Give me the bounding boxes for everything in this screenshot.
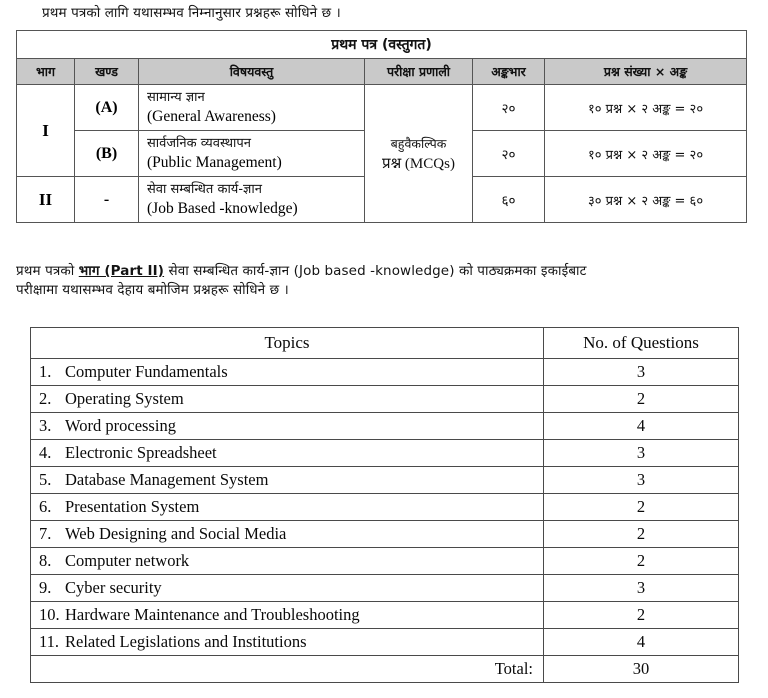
questions-count: 2	[544, 548, 739, 575]
topic-cell	[31, 494, 544, 521]
topic-cell	[31, 413, 544, 440]
column-header-exam-mode: परीक्षा प्रणाली	[365, 59, 473, 85]
table-row	[31, 548, 739, 575]
questions-count: 3	[544, 575, 739, 602]
subject-english: (General Awareness)	[147, 108, 276, 125]
questions-count: 4	[544, 413, 739, 440]
topic-cell	[31, 629, 544, 656]
column-header-section: खण्ड	[75, 59, 139, 85]
questions-count: 4	[544, 629, 739, 656]
exam-mode-nepali: बहुवैकल्पिक	[390, 135, 447, 151]
table-row	[31, 629, 739, 656]
topic-number: 8.	[39, 551, 52, 570]
topic-label: Word processing	[65, 416, 176, 435]
column-header-subject: विषयवस्तु	[139, 59, 365, 85]
topics-table	[30, 327, 739, 683]
part-cell-2: II	[17, 177, 75, 223]
subject-cell-c	[139, 177, 365, 223]
table-row	[17, 85, 747, 131]
subject-nepali: सार्वजनिक व्यवस्थापन	[147, 136, 252, 151]
questions-count: 2	[544, 386, 739, 413]
column-header-question-marks: प्रश्न संख्या × अङ्क	[545, 59, 747, 85]
topic-cell	[31, 548, 544, 575]
topic-number: 1.	[39, 362, 52, 381]
topics-header-row	[31, 328, 739, 359]
topic-cell	[31, 359, 544, 386]
subject-cell-a	[139, 85, 365, 131]
topic-label: Operating System	[65, 389, 184, 408]
topic-number: 9.	[39, 578, 52, 597]
questions-count: 2	[544, 602, 739, 629]
intro-paragraph: प्रथम पत्रको लागि यथासम्भव निम्नानुसार प्रश्नहरू सोधिने छ ।	[42, 5, 341, 21]
paper-structure-table	[16, 30, 747, 223]
subject-english: (Job Based -knowledge)	[147, 200, 298, 217]
section-cell-a: (A)	[75, 85, 139, 131]
section-cell-none: -	[75, 177, 139, 223]
topic-number: 6.	[39, 497, 52, 516]
topic-number: 3.	[39, 416, 52, 435]
weight-cell-c: ६०	[473, 177, 545, 223]
topic-cell	[31, 575, 544, 602]
column-header-part: भाग	[17, 59, 75, 85]
topic-label: Web Designing and Social Media	[65, 524, 287, 543]
formula-cell-a: १० प्रश्न × २ अङ्क = २०	[545, 85, 747, 131]
questions-count: 3	[544, 359, 739, 386]
topic-label: Database Management System	[65, 470, 269, 489]
table-title-row	[17, 31, 747, 59]
weight-cell-a: २०	[473, 85, 545, 131]
topic-label: Cyber security	[65, 578, 162, 597]
subject-cell-b	[139, 131, 365, 177]
exam-mode-mcq: प्रश्न (MCQs)	[382, 155, 455, 172]
exam-mode-cell	[365, 85, 473, 223]
topic-number: 5.	[39, 470, 52, 489]
subject-nepali: सामान्य ज्ञान	[147, 90, 205, 105]
topic-label: Computer Fundamentals	[65, 362, 228, 381]
formula-cell-c: ३० प्रश्न × २ अङ्क = ६०	[545, 177, 747, 223]
part-two-paragraph	[16, 262, 752, 300]
paper-table-title: प्रथम पत्र (वस्तुगत)	[17, 31, 747, 59]
topic-label: Related Legislations and Institutions	[65, 632, 307, 651]
formula-cell-b: १० प्रश्न × २ अङ्क = २०	[545, 131, 747, 177]
questions-count: 2	[544, 521, 739, 548]
table-row	[31, 359, 739, 386]
subject-nepali: सेवा सम्बन्धित कार्य-ज्ञान	[147, 182, 262, 197]
subject-english: (Public Management)	[147, 154, 282, 171]
questions-count: 3	[544, 467, 739, 494]
column-header-topics: Topics	[31, 328, 544, 359]
topic-label: Electronic Spreadsheet	[65, 443, 217, 462]
topic-label: Hardware Maintenance and Troubleshooting	[65, 605, 360, 624]
topic-number: 10.	[39, 605, 60, 624]
table-row	[31, 494, 739, 521]
table-row	[31, 467, 739, 494]
paragraph-emphasis: भाग (Part II)	[78, 263, 165, 279]
table-row	[31, 575, 739, 602]
topic-label: Presentation System	[65, 497, 200, 516]
section-cell-b: (B)	[75, 131, 139, 177]
paragraph-prefix: प्रथम पत्रको	[16, 263, 79, 279]
questions-count: 2	[544, 494, 739, 521]
table-row	[31, 413, 739, 440]
table-row	[31, 602, 739, 629]
column-header-weight: अङ्कभार	[473, 59, 545, 85]
topic-cell	[31, 521, 544, 548]
topic-cell	[31, 467, 544, 494]
topic-number: 4.	[39, 443, 52, 462]
table-row	[31, 521, 739, 548]
topic-cell	[31, 602, 544, 629]
topic-cell	[31, 440, 544, 467]
topic-number: 11.	[39, 632, 60, 651]
paragraph-suffix: सेवा सम्बन्धित कार्य-ज्ञान (Job based -knowledge) को पाठ्यक्रमका इकाईबाट	[164, 263, 587, 279]
column-header-no-of-questions: No. of Questions	[544, 328, 739, 359]
topic-cell	[31, 386, 544, 413]
table-row	[31, 386, 739, 413]
paragraph-line-two: परीक्षामा यथासम्भव देहाय बमोजिम प्रश्नहरू सोधिने छ ।	[16, 282, 289, 298]
topic-label: Computer network	[65, 551, 190, 570]
total-value: 30	[544, 656, 739, 683]
topic-number: 7.	[39, 524, 52, 543]
weight-cell-b: २०	[473, 131, 545, 177]
total-row	[31, 656, 739, 683]
table-header-row	[17, 59, 747, 85]
topics-table-wrapper	[30, 327, 738, 683]
topic-number: 2.	[39, 389, 52, 408]
questions-count: 3	[544, 440, 739, 467]
table-row	[31, 440, 739, 467]
paper-structure-table-wrapper	[16, 30, 746, 223]
part-cell-1: I	[17, 85, 75, 177]
total-label: Total:	[31, 656, 544, 683]
